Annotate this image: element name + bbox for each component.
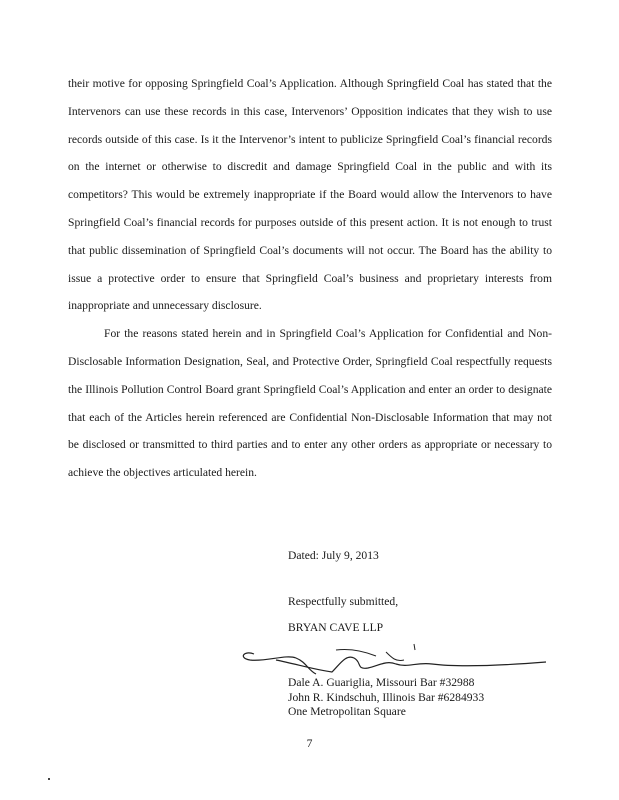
scan-speck [48, 778, 50, 780]
attorney-line: Dale A. Guariglia, Missouri Bar #32988 [288, 676, 475, 689]
address-line: One Metropolitan Square [288, 705, 406, 718]
signature-stroke-loop [243, 653, 316, 674]
attorney-list [288, 676, 484, 720]
attorney-line: John R. Kindschuh, Illinois Bar #6284933 [288, 690, 485, 704]
page-number: 7 [306, 737, 313, 750]
body-text [68, 70, 552, 487]
paragraph-conclusion: For the reasons stated herein and in Springfield Coal’s Application for Confidential and Non-Disclosable Information Designation, Seal, and Protective Order, Springfield Coal respectfully requests the Illinois Pollution Control Board grant Springfield Coal’s Application and enter an order to designate that each of the Articles herein referenced are Confidential Non-Disclosable Information that may not be disclosed or transmitted to third parties and to enter any other orders as appropriate or necessary to achieve the objectives articulated herein. [68, 327, 552, 480]
signature-tick [414, 644, 415, 650]
closing-line: Respectfully submitted, [288, 595, 399, 608]
dated-line: Dated: July 9, 2013 [288, 549, 379, 562]
firm-name: BRYAN CAVE LLP [288, 621, 384, 634]
signature-stroke-main [276, 657, 546, 672]
paragraph-continuation: their motive for opposing Springfield Coal’s Application. Although Springfield Coal has stated that the Intervenors can use these records in this case, Intervenors’ Opposition indicates that they wish to use records outside of this case. Is it the Intervenor’s intent to publicize Springfield Coal’s financial records on the internet or otherwise to discredit and damage Springfield Coal in the public and with its competitors? This would be extremely inappropriate if the Board would allow the Intervenors to have Springfield Coal’s financial records for purposes outside of this present action. It is not enough to trust that public dissemination of Springfield Coal’s documents will not occur. The Board has the ability to issue a protective order to ensure that Springfield Coal’s business and proprietary interests from inappropriate and unnecessary disclosure. [68, 77, 552, 313]
